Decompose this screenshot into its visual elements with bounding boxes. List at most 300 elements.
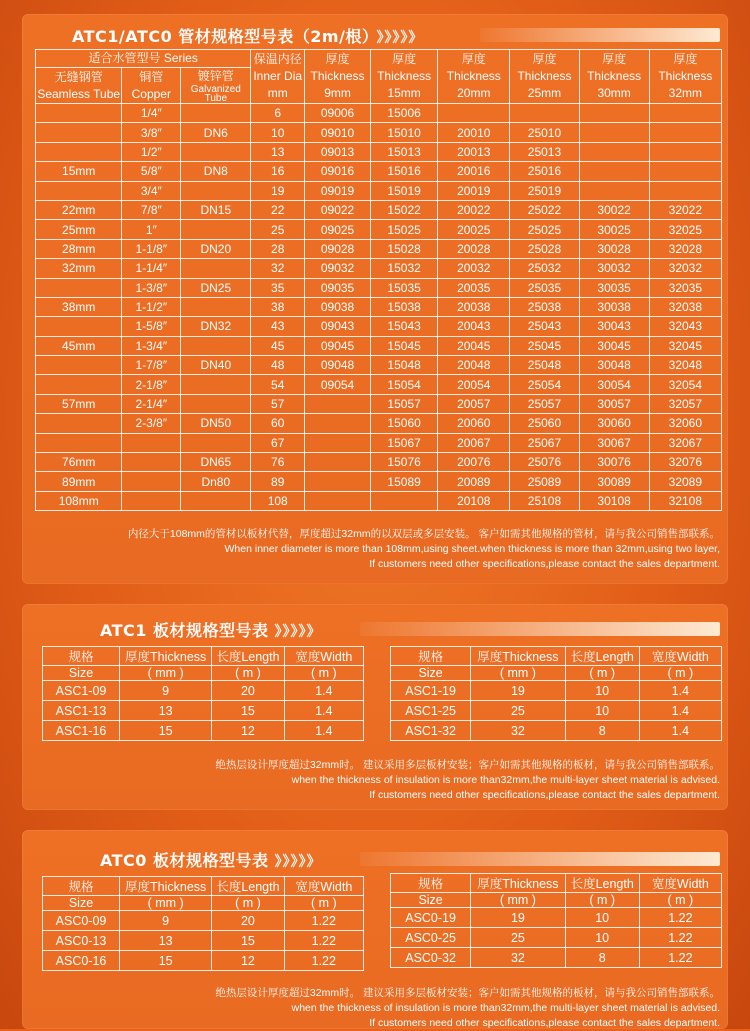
cell-t30: 30043 [579, 317, 649, 336]
table-row [391, 681, 722, 701]
pipe-table-body [36, 104, 722, 511]
cell-t15: 15060 [371, 414, 438, 433]
cell-galv: DN15 [181, 200, 251, 219]
table-row [36, 278, 722, 297]
cell-t15: 15028 [371, 239, 438, 258]
header-spec_cn: 规格 [391, 647, 471, 666]
cell-len: 8 [565, 721, 639, 741]
cell-len: 20 [212, 681, 284, 701]
table-row [36, 433, 722, 452]
thickness-9-header: 厚度 Thickness 9mm [305, 50, 371, 104]
cell-thick: 19 [471, 908, 565, 928]
cell-t30: 30035 [579, 278, 649, 297]
cell-copper: 1-1/2″ [122, 297, 181, 316]
pipe-title-arrows: 》》》》》 [376, 30, 424, 46]
cell-copper: 2-3/8″ [122, 414, 181, 433]
cell-t25: 25035 [510, 278, 579, 297]
cell-t25: 25048 [510, 356, 579, 375]
cell-t9: 09016 [305, 162, 371, 181]
cell-copper: 3/4″ [122, 181, 181, 200]
cell-len: 10 [565, 928, 639, 948]
table-header-row [43, 877, 364, 896]
table-row [36, 220, 722, 239]
cell-t15: 15035 [371, 278, 438, 297]
cell-t30: 30038 [579, 297, 649, 316]
cell-seamless: 32mm [36, 259, 122, 278]
cell-len: 8 [565, 948, 639, 968]
cell-size: ASC1-19 [391, 681, 471, 701]
cell-copper: 1/4″ [122, 104, 181, 123]
cell-copper: 1/2″ [122, 142, 181, 161]
table-row [43, 911, 364, 931]
cell-t25: 25089 [510, 472, 579, 491]
cell-t20: 20032 [438, 259, 510, 278]
table-row [391, 948, 722, 968]
cell-dia: 32 [251, 259, 305, 278]
header-wid: 宽度Width [284, 647, 363, 666]
cell-copper: 1-3/8″ [122, 278, 181, 297]
atc1-note [215, 758, 720, 803]
header-len_u: ( m ) [565, 666, 639, 681]
pipe-spec-table [35, 49, 722, 511]
atc0-note-en2: If customers need other specifications,please contact the sales department. [369, 1017, 720, 1029]
cell-t30: 30025 [579, 220, 649, 239]
cell-t32: 32076 [649, 453, 721, 472]
cell-t30: 30089 [579, 472, 649, 491]
cell-dia: 45 [251, 336, 305, 355]
header-spec_en: Size [391, 893, 471, 908]
table-row [36, 472, 722, 491]
cell-t32: 32060 [649, 414, 721, 433]
atc1-note-en2: If customers need other specifications,please contact the sales department. [369, 789, 720, 801]
cell-dia: 43 [251, 317, 305, 336]
table-row [36, 375, 722, 394]
cell-wid: 1.4 [284, 701, 363, 721]
cell-wid: 1.22 [639, 948, 721, 968]
cell-thick: 15 [120, 721, 212, 741]
header-len: 长度Length [212, 647, 284, 666]
cell-t25: 25043 [510, 317, 579, 336]
cell-thick: 19 [471, 681, 565, 701]
cell-galv: DN25 [181, 278, 251, 297]
cell-seamless [36, 317, 122, 336]
cell-t9: 09032 [305, 259, 371, 278]
cell-wid: 1.22 [639, 908, 721, 928]
cell-seamless: 76mm [36, 453, 122, 472]
cell-t9 [305, 491, 371, 510]
pipe-title-text: ATC1/ATC0 管材规格型号表（2m/根） [72, 27, 371, 46]
header-spec_cn: 规格 [391, 874, 471, 893]
cell-t15: 15022 [371, 200, 438, 219]
cell-t32 [649, 104, 721, 123]
pipe-note-en2: If customers need other specifications,please contact the sales department. [369, 558, 720, 570]
cell-thick: 15 [120, 951, 212, 971]
cell-t30 [579, 162, 649, 181]
cell-t9: 09038 [305, 297, 371, 316]
cell-t30: 30054 [579, 375, 649, 394]
cell-size: ASC1-13 [43, 701, 120, 721]
cell-t20: 20057 [438, 394, 510, 413]
cell-t32: 32054 [649, 375, 721, 394]
cell-thick: 25 [471, 701, 565, 721]
atc0-note-cn: 绝热层设计厚度超过32mm时。 建议采用多层板材安装；客户如需其他规格的板材，请与我公司销售部联系。 [215, 987, 720, 999]
table-row [36, 104, 722, 123]
cell-t9 [305, 414, 371, 433]
cell-seamless [36, 414, 122, 433]
cell-t20: 20022 [438, 200, 510, 219]
cell-t30: 30060 [579, 414, 649, 433]
cell-thick: 32 [471, 948, 565, 968]
cell-t15: 15025 [371, 220, 438, 239]
cell-t9 [305, 472, 371, 491]
cell-t32: 32057 [649, 394, 721, 413]
cell-galv: DN65 [181, 453, 251, 472]
cell-wid: 1.22 [284, 951, 363, 971]
cell-galv [181, 394, 251, 413]
cell-t9 [305, 453, 371, 472]
cell-size: ASC0-16 [43, 951, 120, 971]
cell-t25: 25013 [510, 142, 579, 161]
cell-galv [181, 297, 251, 316]
cell-galv: DN50 [181, 414, 251, 433]
header-thick: 厚度Thickness [120, 877, 212, 896]
header-thick_u: ( mm ) [120, 896, 212, 911]
header-wid_u: ( m ) [639, 893, 721, 908]
table-header-row [391, 893, 722, 908]
cell-thick: 9 [120, 681, 212, 701]
cell-dia: 16 [251, 162, 305, 181]
cell-galv: DN40 [181, 356, 251, 375]
cell-wid: 1.22 [284, 931, 363, 951]
table-row [391, 928, 722, 948]
table-header-row [391, 874, 722, 893]
cell-t9: 09028 [305, 239, 371, 258]
galvanized-header: 镀锌管 Galvanized Tube [181, 68, 251, 104]
cell-galv [181, 104, 251, 123]
cell-wid: 1.4 [284, 681, 363, 701]
cell-dia: 108 [251, 491, 305, 510]
cell-t32: 32048 [649, 356, 721, 375]
atc0-title-text: ATC0 板材规格型号表 [100, 851, 269, 870]
cell-t25: 25057 [510, 394, 579, 413]
atc1-note-en1: when the thickness of insulation is more than32mm,the multi-layer sheet material is advised. [291, 774, 720, 786]
cell-dia: 6 [251, 104, 305, 123]
cell-seamless: 89mm [36, 472, 122, 491]
cell-copper [122, 453, 181, 472]
header-len: 长度Length [565, 647, 639, 666]
cell-len: 20 [212, 911, 284, 931]
cell-t15: 15048 [371, 356, 438, 375]
cell-t9: 09035 [305, 278, 371, 297]
cell-len: 15 [212, 701, 284, 721]
table-header-row [43, 666, 364, 681]
cell-copper [122, 472, 181, 491]
table-row [43, 721, 364, 741]
table-row [36, 200, 722, 219]
cell-seamless [36, 356, 122, 375]
cell-t30: 30028 [579, 239, 649, 258]
cell-dia: 28 [251, 239, 305, 258]
cell-t15: 15089 [371, 472, 438, 491]
cell-seamless [36, 181, 122, 200]
table-row [36, 394, 722, 413]
cell-galv [181, 142, 251, 161]
inner-dia-header: 保温内径 Inner Dia mm [251, 50, 305, 104]
header-spec_en: Size [43, 896, 120, 911]
header-spec_cn: 规格 [43, 647, 120, 666]
cell-dia: 54 [251, 375, 305, 394]
cell-seamless [36, 433, 122, 452]
cell-t25: 25076 [510, 453, 579, 472]
cell-t15: 15013 [371, 142, 438, 161]
cell-t20: 20035 [438, 278, 510, 297]
cell-t30 [579, 181, 649, 200]
cell-galv [181, 336, 251, 355]
cell-galv [181, 259, 251, 278]
cell-copper: 5/8″ [122, 162, 181, 181]
cell-dia: 89 [251, 472, 305, 491]
cell-seamless: 38mm [36, 297, 122, 316]
table-row [36, 181, 722, 200]
cell-t25: 25025 [510, 220, 579, 239]
cell-size: ASC1-32 [391, 721, 471, 741]
cell-wid: 1.22 [284, 911, 363, 931]
cell-seamless: 22mm [36, 200, 122, 219]
table-row [36, 414, 722, 433]
cell-wid: 1.4 [639, 681, 721, 701]
cell-t9: 09019 [305, 181, 371, 200]
cell-t25: 25045 [510, 336, 579, 355]
cell-t20: 20054 [438, 375, 510, 394]
cell-seamless: 108mm [36, 491, 122, 510]
table-row [391, 908, 722, 928]
cell-galv [181, 491, 251, 510]
cell-copper [122, 491, 181, 510]
cell-t20: 20010 [438, 123, 510, 142]
header-len: 长度Length [565, 874, 639, 893]
cell-dia: 35 [251, 278, 305, 297]
cell-seamless [36, 278, 122, 297]
cell-thick: 32 [471, 721, 565, 741]
cell-dia: 76 [251, 453, 305, 472]
cell-copper: 3/8″ [122, 123, 181, 142]
cell-t15: 15010 [371, 123, 438, 142]
atc1-note-cn: 绝热层设计厚度超过32mm时。 建议采用多层板材安装；客户如需其他规格的板材，请与我公司销售部联系。 [215, 759, 720, 771]
table-row [36, 297, 722, 316]
cell-t9 [305, 394, 371, 413]
cell-t20: 20060 [438, 414, 510, 433]
cell-t15: 15016 [371, 162, 438, 181]
header-wid: 宽度Width [284, 877, 363, 896]
cell-t15: 15006 [371, 104, 438, 123]
cell-galv [181, 433, 251, 452]
cell-t32: 32043 [649, 317, 721, 336]
cell-t32 [649, 123, 721, 142]
cell-dia: 13 [251, 142, 305, 161]
cell-t20: 20019 [438, 181, 510, 200]
table-header-row [391, 647, 722, 666]
cell-len: 10 [565, 701, 639, 721]
cell-t30 [579, 142, 649, 161]
cell-t15: 15038 [371, 297, 438, 316]
cell-wid: 1.4 [639, 721, 721, 741]
cell-t20: 20013 [438, 142, 510, 161]
pipe-note [128, 527, 720, 572]
pipe-table-title [72, 24, 423, 47]
cell-seamless: 45mm [36, 336, 122, 355]
cell-galv [181, 181, 251, 200]
cell-galv: Dn80 [181, 472, 251, 491]
thickness-30-header: 厚度 Thickness 30mm [579, 50, 649, 104]
atc1-title-arrows: 》》》》》 [274, 624, 322, 640]
table-row [36, 356, 722, 375]
header-thick: 厚度Thickness [471, 647, 565, 666]
cell-wid: 1.4 [639, 701, 721, 721]
cell-t25 [510, 104, 579, 123]
cell-seamless: 15mm [36, 162, 122, 181]
cell-copper: 1-7/8″ [122, 356, 181, 375]
table-row [43, 931, 364, 951]
table-row [36, 239, 722, 258]
cell-t15: 15045 [371, 336, 438, 355]
cell-t25: 25060 [510, 414, 579, 433]
atc1-left-table [42, 646, 364, 741]
cell-t32: 32028 [649, 239, 721, 258]
cell-dia: 25 [251, 220, 305, 239]
cell-dia: 60 [251, 414, 305, 433]
cell-thick: 13 [120, 701, 212, 721]
table-row [36, 491, 722, 510]
cell-wid: 1.4 [284, 721, 363, 741]
cell-t9: 09045 [305, 336, 371, 355]
table-row [43, 701, 364, 721]
table-row [36, 123, 722, 142]
cell-t9: 09013 [305, 142, 371, 161]
header-thick_u: ( mm ) [471, 893, 565, 908]
cell-t32: 32022 [649, 200, 721, 219]
cell-wid: 1.22 [639, 928, 721, 948]
cell-dia: 48 [251, 356, 305, 375]
cell-t20: 20038 [438, 297, 510, 316]
cell-t32 [649, 162, 721, 181]
header-wid_u: ( m ) [284, 666, 363, 681]
cell-t20 [438, 104, 510, 123]
header-wid: 宽度Width [639, 874, 721, 893]
cell-t9: 09043 [305, 317, 371, 336]
atc0-title [100, 848, 322, 871]
header-len: 长度Length [212, 877, 284, 896]
cell-t30: 30032 [579, 259, 649, 278]
cell-t9: 09010 [305, 123, 371, 142]
cell-t15: 15067 [371, 433, 438, 452]
header-wid_u: ( m ) [639, 666, 721, 681]
cell-copper: 1-1/4″ [122, 259, 181, 278]
cell-size: ASC1-09 [43, 681, 120, 701]
cell-t15: 15076 [371, 453, 438, 472]
cell-len: 15 [212, 931, 284, 951]
thickness-20-header: 厚度 Thickness 20mm [438, 50, 510, 104]
cell-dia: 57 [251, 394, 305, 413]
series-header: 适合水管型号 Series [36, 50, 251, 68]
table-row [43, 681, 364, 701]
cell-t30: 30045 [579, 336, 649, 355]
cell-copper: 2-1/4″ [122, 394, 181, 413]
copper-header: 铜管 Copper [122, 68, 181, 104]
pipe-note-cn: 内径大于108mm的管材以板材代替，厚度超过32mm的以双层或多层安装。 客户如需其他规格的管材，请与我公司销售部联系。 [127, 528, 720, 540]
header-thick: 厚度Thickness [120, 647, 212, 666]
table-row [36, 259, 722, 278]
table-row [36, 336, 722, 355]
atc1-right-table [390, 646, 722, 741]
cell-t25: 25032 [510, 259, 579, 278]
cell-len: 10 [565, 681, 639, 701]
cell-thick: 13 [120, 931, 212, 951]
cell-t20: 20016 [438, 162, 510, 181]
cell-t20: 20028 [438, 239, 510, 258]
cell-t20: 20089 [438, 472, 510, 491]
cell-t30 [579, 104, 649, 123]
cell-dia: 22 [251, 200, 305, 219]
cell-t32: 32038 [649, 297, 721, 316]
cell-t32: 32067 [649, 433, 721, 452]
cell-t15 [371, 491, 438, 510]
cell-seamless [36, 104, 122, 123]
cell-size: ASC1-16 [43, 721, 120, 741]
cell-dia: 67 [251, 433, 305, 452]
cell-t9: 09022 [305, 200, 371, 219]
cell-t20: 20048 [438, 356, 510, 375]
cell-seamless: 25mm [36, 220, 122, 239]
cell-len: 12 [212, 721, 284, 741]
cell-t20: 20076 [438, 453, 510, 472]
cell-t9: 09048 [305, 356, 371, 375]
cell-t25: 25067 [510, 433, 579, 452]
cell-t25: 25038 [510, 297, 579, 316]
cell-seamless: 57mm [36, 394, 122, 413]
cell-copper: 1″ [122, 220, 181, 239]
cell-t25: 25019 [510, 181, 579, 200]
cell-t15: 15054 [371, 375, 438, 394]
cell-t25: 25010 [510, 123, 579, 142]
cell-t30: 30022 [579, 200, 649, 219]
table-header-row [391, 666, 722, 681]
seamless-header: 无缝钢管 Seamless Tube [36, 68, 122, 104]
cell-galv: DN6 [181, 123, 251, 142]
cell-dia: 38 [251, 297, 305, 316]
cell-copper: 2-1/8″ [122, 375, 181, 394]
cell-galv: DN32 [181, 317, 251, 336]
cell-t32: 32045 [649, 336, 721, 355]
cell-seamless: 28mm [36, 239, 122, 258]
atc0-title-arrows: 》》》》》 [274, 854, 322, 870]
cell-dia: 10 [251, 123, 305, 142]
cell-len: 12 [212, 951, 284, 971]
cell-copper [122, 433, 181, 452]
cell-t15: 15057 [371, 394, 438, 413]
cell-size: ASC0-09 [43, 911, 120, 931]
cell-t32 [649, 181, 721, 200]
thickness-32-header: 厚度 Thickness 32mm [649, 50, 721, 104]
cell-copper: 1-3/4″ [122, 336, 181, 355]
cell-t32: 32032 [649, 259, 721, 278]
pipe-note-en1: When inner diameter is more than 108mm,using sheet.when thickness is more than 32mm,using two layer, [224, 543, 720, 555]
atc1-title-text: ATC1 板材规格型号表 [100, 621, 269, 640]
cell-t25: 25022 [510, 200, 579, 219]
cell-t32: 32035 [649, 278, 721, 297]
cell-t30: 30108 [579, 491, 649, 510]
cell-len: 10 [565, 908, 639, 928]
table-row [391, 721, 722, 741]
